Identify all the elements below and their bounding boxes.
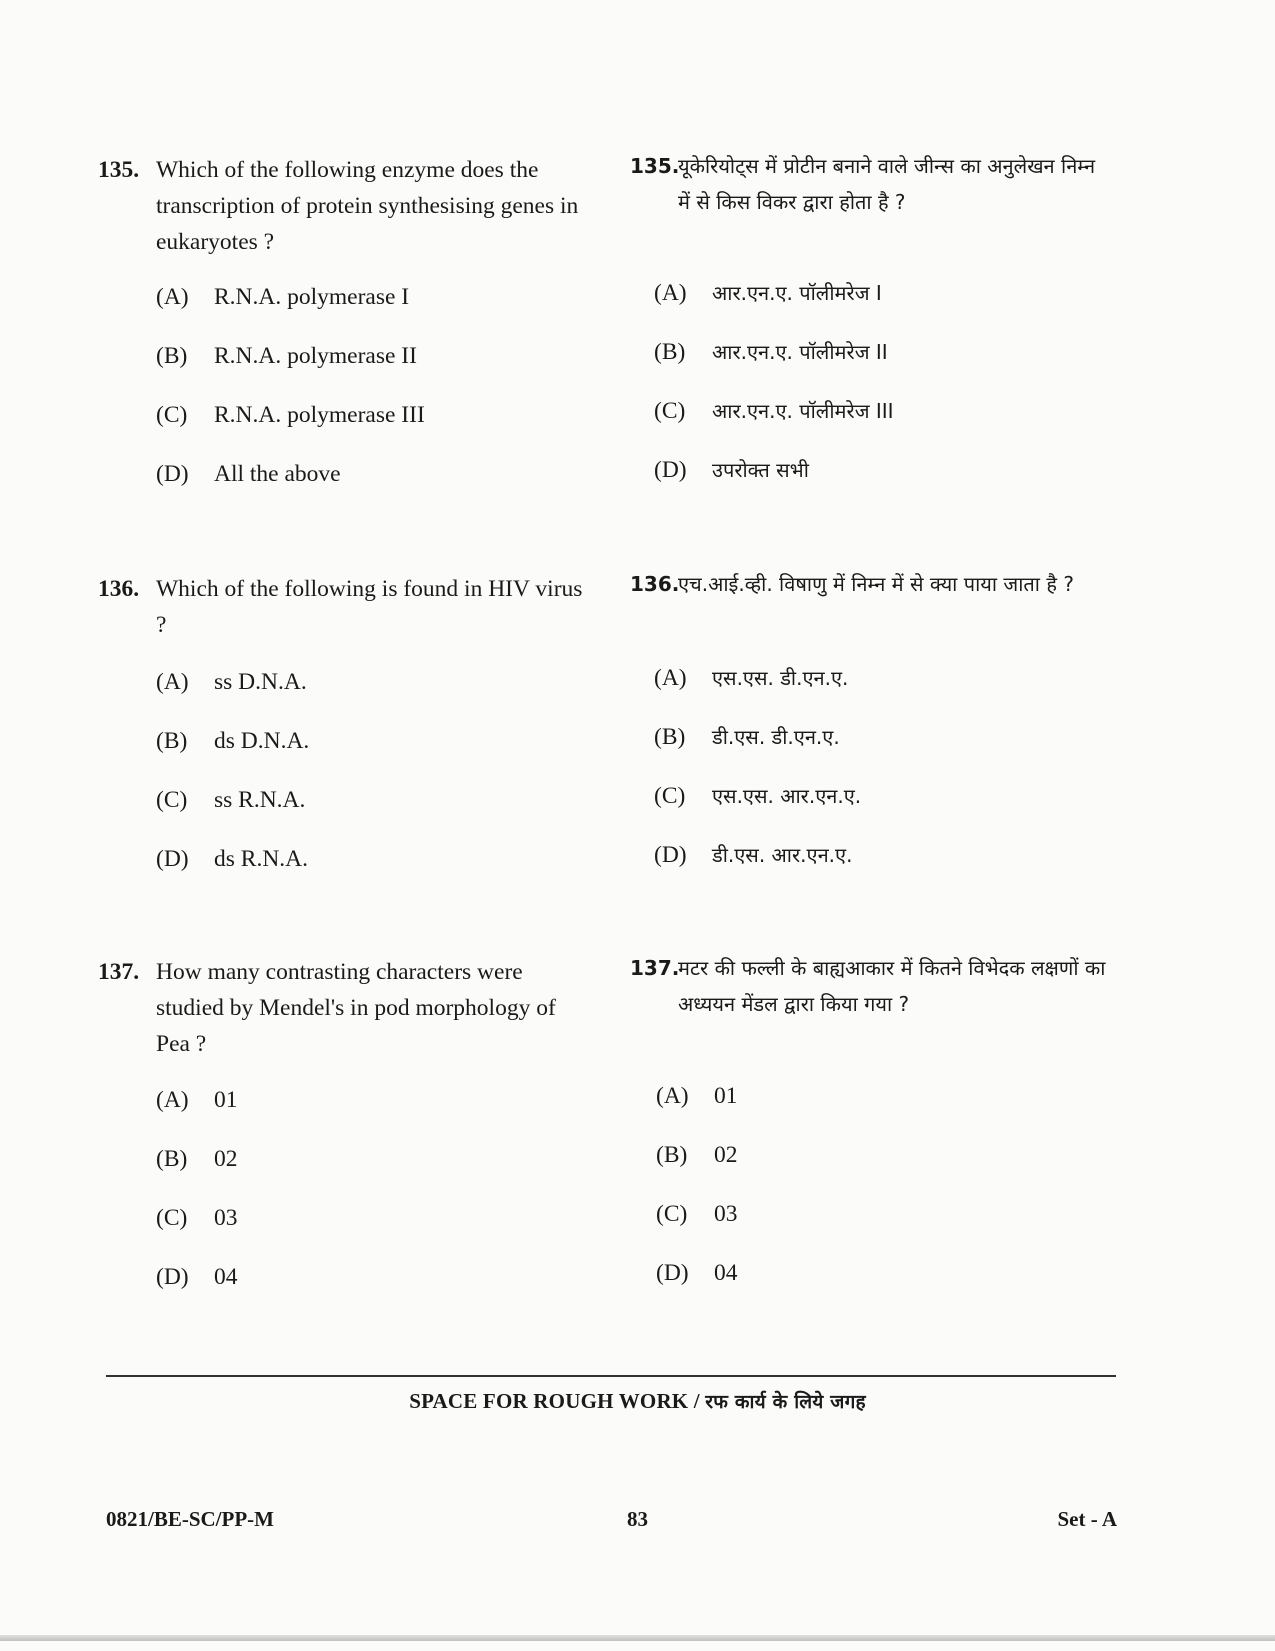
question-number: 137. [98, 959, 140, 985]
option-d: (D) उपरोक्त सभी [654, 457, 809, 483]
option-b: (B) ds D.N.A. [156, 728, 310, 754]
option-c: (C) 03 [656, 1201, 738, 1227]
option-a: (A) 01 [156, 1087, 238, 1113]
rough-work-label [0, 1388, 1275, 1414]
question-number: 137. [630, 956, 680, 980]
rough-work-english: SPACE FOR ROUGH WORK / [409, 1389, 700, 1413]
rough-work-divider [106, 1375, 1116, 1377]
option-b: (B) डी.एस. डी.एन.ए. [654, 724, 840, 750]
option-c: (C) ss R.N.A. [156, 787, 306, 813]
question-137-english [98, 954, 590, 1062]
option-a: (A) एस.एस. डी.एन.ए. [654, 665, 849, 691]
question-136-hindi [630, 566, 1110, 602]
option-c: (C) आर.एन.ए. पॉलीमरेज III [654, 398, 894, 424]
page-number: 83 [627, 1507, 648, 1531]
rough-work-hindi: रफ कार्य के लिये जगह [705, 1391, 866, 1413]
scan-edge [0, 1635, 1275, 1641]
set-label: Set - A [1057, 1507, 1117, 1531]
option-d: (D) 04 [656, 1260, 738, 1286]
question-number: 135. [630, 154, 680, 178]
option-a: (A) 01 [656, 1083, 738, 1109]
option-a: (A) ss D.N.A. [156, 669, 307, 695]
question-135-hindi [630, 148, 1110, 220]
option-b: (B) R.N.A. polymerase II [156, 343, 417, 369]
question-136-english [98, 571, 590, 643]
question-text: यूकेरियोट्स में प्रोटीन बनाने वाले जीन्स का अनुलेखन निम्न में से किस विकर द्वारा होता है ? [678, 154, 1096, 214]
question-number: 135. [98, 157, 140, 183]
question-number: 136. [630, 572, 680, 596]
question-text: एच.आई.व्ही. विषाणु में निम्न में से क्या पाया जाता है ? [678, 572, 1074, 596]
question-text: Which of the following enzyme does the transcription of protein synthesising genes in eukaryotes ? [156, 157, 579, 255]
option-d: (D) All the above [156, 461, 341, 487]
option-d: (D) 04 [156, 1264, 238, 1290]
paper-code: 0821/BE-SC/PP-M [106, 1507, 274, 1531]
option-b: (B) 02 [156, 1146, 238, 1172]
option-b: (B) 02 [656, 1142, 738, 1168]
question-137-hindi [630, 950, 1110, 1022]
option-d: (D) ds R.N.A. [156, 846, 309, 872]
option-c: (C) 03 [156, 1205, 238, 1231]
question-number: 136. [98, 576, 140, 602]
option-b: (B) आर.एन.ए. पॉलीमरेज II [654, 339, 888, 365]
question-text: मटर की फल्ली के बाह्यआकार में कितने विभेदक लक्षणों का अध्ययन मेंडल द्वारा किया गया ? [678, 956, 1106, 1016]
option-a: (A) R.N.A. polymerase I [156, 284, 410, 310]
option-c: (C) R.N.A. polymerase III [156, 402, 425, 428]
question-text: Which of the following is found in HIV virus ? [156, 576, 583, 638]
option-d: (D) डी.एस. आर.एन.ए. [654, 842, 853, 868]
question-text: How many contrasting characters were studied by Mendel's in pod morphology of Pea ? [156, 959, 556, 1057]
question-135-english [98, 152, 590, 260]
option-a: (A) आर.एन.ए. पॉलीमरेज I [654, 280, 882, 306]
option-c: (C) एस.एस. आर.एन.ए. [654, 783, 862, 809]
